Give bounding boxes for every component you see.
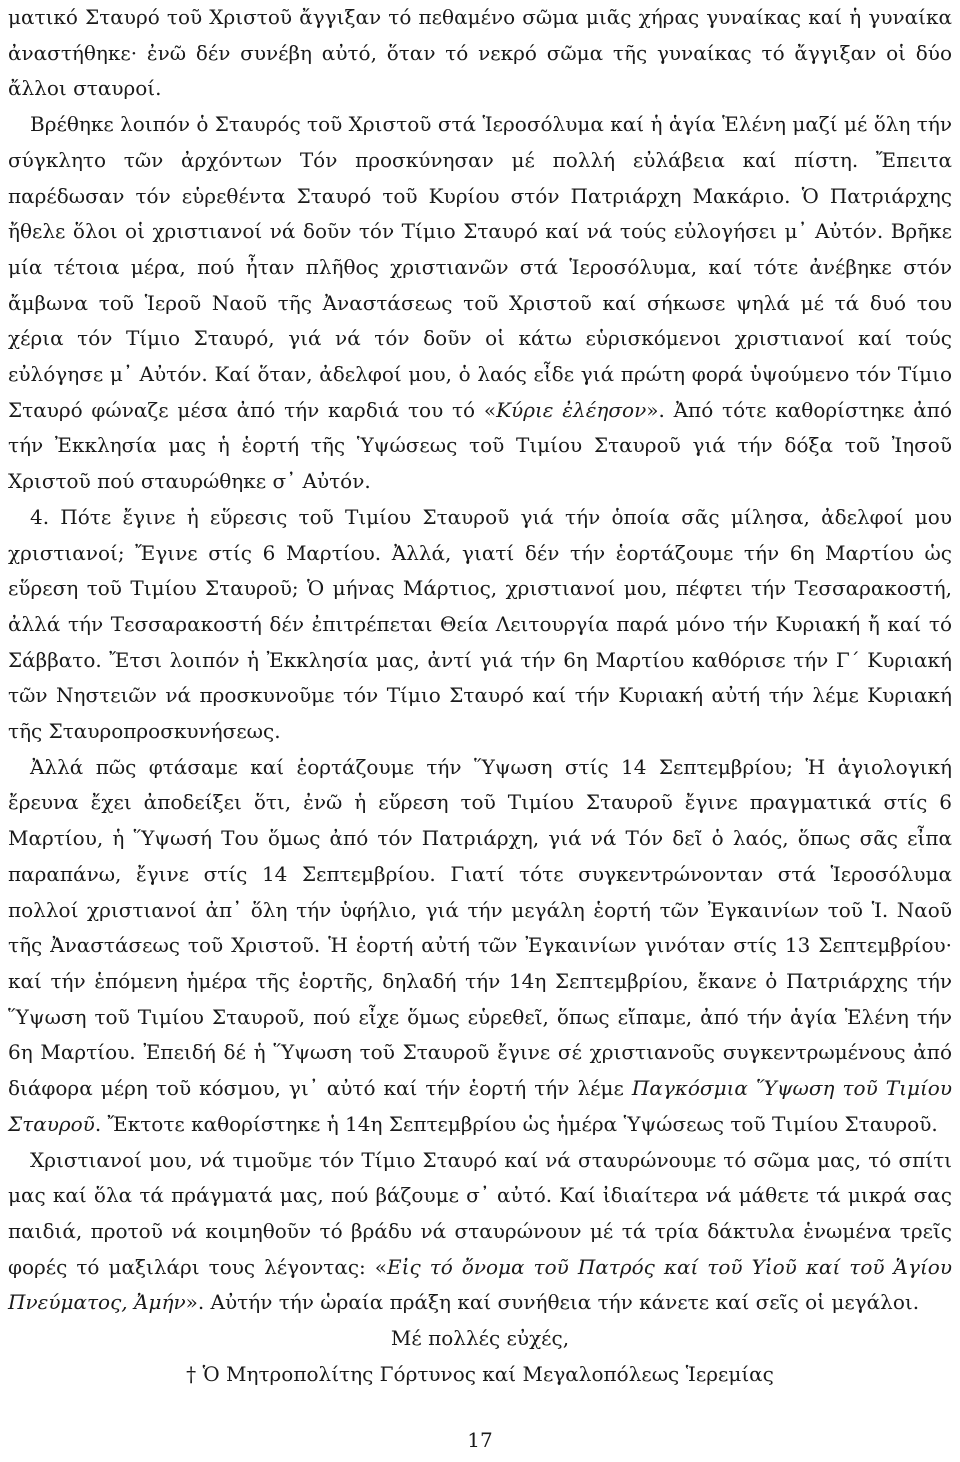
signature: † Ὁ Μητροπολίτης Γόρτυνος καί Μεγαλοπόλεως Ἱερεμίας bbox=[186, 1361, 774, 1386]
text-run: Χριστιανοί μου, νά τιμοῦμε τόν Τίμιο Σταυρό καί νά σταυρώνουμε τό σῶμα μας, τό σπίτι μας καί ὅλα τά πράγματά μας, πού βάζουμε σ᾽ αὐτό. Καί ἰδιαίτερα νά μάθετε τά μικρά σας παιδιά, προτοῦ νά κοιμηθοῦν τό βράδυ νά σταυρώνουν μέ τά τρία δάκτυλα ἑνωμένα τρεῖς φορές τό μαξιλάρι τους λέγοντας: « bbox=[8, 1147, 952, 1279]
text-run: ματικό Σταυρό τοῦ Χριστοῦ ἄγγιξαν τό πεθαμένο σῶμα μιᾶς χήρας γυναίκας καί ἡ γυναίκα ἀναστήθηκε· ἐνῶ δέν συνέβη αὐτό, ὅταν τό νεκρό σῶμα τῆς γυναίκας τό ἄγγιξαν οἱ δύο ἄλλοι σταυροί. bbox=[8, 5, 952, 101]
text-run: . Ἔκτοτε καθορίστηκε ἡ 14η Σεπτεμβρίου ὡς ἡμέρα Ὑψώσεως τοῦ Τιμίου Σταυροῦ. bbox=[94, 1111, 938, 1136]
paragraph-exhortation bbox=[8, 1143, 952, 1322]
text-run: Ἀλλά πῶς φτάσαμε καί ἑορτάζουμε τήν Ὕψωση στίς 14 Σεπτεμβρίου; Ἡ ἁγιολογική ἔρευνα ἔχει ἀποδείξει ὅτι, ἐνῶ ἡ εὕρεση τοῦ Τιμίου Σταυροῦ ἔγινε πραγματικά στίς 6 Μαρτίου, ἡ Ὕψωσή Του ὅμως ἀπό τόν Πατριάρχη, γιά νά Τόν δεῖ ὁ λαός, ὅπως σᾶς εἶπα παραπάνω, ἔγινε στίς 14 Σεπτεμβρίου. Γιατί τότε συγκεντρώνονταν στά Ἱεροσόλυμα πολλοί χριστιανοί ἀπ᾽ ὅλη τήν ὑφήλιο, γιά τήν μεγάλη ἑορτή τῶν Ἐγκαινίων τοῦ Ἱ. Ναοῦ τῆς Ἀναστάσεως τοῦ Χριστοῦ. Ἡ ἑορτή αὐτή τῶν Ἐγκαινίων γινόταν στίς 13 Σεπτεμβρίου· καί τήν ἑπόμενη ἡμέρα τῆς ἑορτῆς, δηλαδή τήν 14η Σεπτεμβρίου, ἔκανε ὁ Πατριάρχης τήν Ὕψωση τοῦ Τιμίου Σταυροῦ, πού εἶχε ὅμως εὑρεθεῖ, ὅπως εἴπαμε, ἀπό τήν ἁγία Ἑλένη τήν 6η Μαρτίου. Ἐπειδή δέ ἡ Ὕψωση τοῦ Σταυροῦ ἔγινε σέ χριστιανοῦς συγκεντρωμένους ἀπό διάφορα μέρη τοῦ κόσμου, γι᾽ αὐτό καί τήν ἑορτή τήν λέμε bbox=[8, 754, 952, 1101]
paragraph-finding-of-cross bbox=[8, 107, 952, 500]
page-number: 17 bbox=[467, 1428, 493, 1452]
text-run: ». Ἀπό τότε καθορίστηκε ἀπό τήν Ἐκκλησία μας ἡ ἑορτή τῆς Ὑψώσεως τοῦ Τιμίου Σταυροῦ γιά τήν δόξα τοῦ Ἰησοῦ Χριστοῦ πού σταυρώθηκε σ᾽ Αὐτόν. bbox=[8, 397, 952, 494]
paragraph-september-feast bbox=[8, 750, 952, 1143]
body-text bbox=[8, 0, 952, 1392]
text-run: 4. Πότε ἔγινε ἡ εὕρεσις τοῦ Τιμίου Σταυροῦ γιά τήν ὁποία σᾶς μίλησα, ἀδελφοί μου χριστιανοί; Ἔγινε στίς 6 Μαρτίου. Ἀλλά, γιατί δέν τήν ἑορτάζουμε τήν 6η Μαρτίου ὡς εὕρεση τοῦ Τιμίου Σταυροῦ; Ὁ μήνας Μάρτιος, χριστιανοί μου, πέφτει τήν Τεσσαρακοστή, ἀλλά τήν Τεσσαρακοστή δέν ἐπιτρέπεται Θεία Λειτουργία παρά μόνο τήν Κυριακή ἤ καί τό Σάββατο. Ἔτσι λοιπόν ἡ Ἐκκλησία μας, ἀντί γιά τήν 6η Μαρτίου καθόρισε τήν Γ΄ Κυριακή τῶν Νηστειῶν νά προσκυνοῦμε τόν Τίμιο Σταυρό καί τήν Κυριακή αὐτή τήν λέμε Κυριακή τῆς Σταυροπροσκυνήσεως. bbox=[8, 504, 952, 744]
paragraph-continued bbox=[8, 0, 952, 107]
closing-greeting: Μέ πολλές εὐχές, bbox=[390, 1326, 570, 1351]
italic-phrase: Κύριε ἐλέησον bbox=[496, 397, 647, 422]
italic-phrase: Παγκόσμια Ὕψωση τοῦ Τιμίου Σταυροῦ bbox=[8, 1076, 952, 1136]
paragraph-date-of-finding bbox=[8, 500, 952, 750]
text-run: ». Αὐτήν τήν ὡραία πράξη καί συνήθεια τήν κάνετε καί σεῖς οἱ μεγάλοι. bbox=[185, 1290, 920, 1315]
text-run: Βρέθηκε λοιπόν ὁ Σταυρός τοῦ Χριστοῦ στά Ἱεροσόλυμα καί ἡ ἁγία Ἑλένη μαζί μέ ὅλη τήν σύγκλητο τῶν ἀρχόντων Τόν προσκύνησαν μέ πολλή εὐλάβεια καί πίστη. Ἔπειτα παρέδωσαν τόν εὑρεθέντα Σταυρό τοῦ Κυρίου στόν Πατριάρχη Μακάριο. Ὁ Πατριάρχης ἤθελε ὅλοι οἱ χριστιανοί νά δοῦν τόν Τίμιο Σταυρό καί νά τούς εὐλογήσει μ᾽ Αὐτόν. Βρῆκε μία τέτοια μέρα, πού ἦταν πλῆθος χριστιανῶν στά Ἱεροσόλυμα, καί τότε ἀνέβηκε στόν ἄμβωνα τοῦ Ἱεροῦ Ναοῦ τῆς Ἀναστάσεως τοῦ Χριστοῦ καί σήκωσε ψηλά μέ τά δυό του χέρια τόν Τίμιο Σταυρό, γιά νά τόν δοῦν οἱ κάτω εὑρισκόμενοι χριστιανοί καί τούς εὐλόγησε μ᾽ Αὐτόν. Καί ὅταν, ἀδελφοί μου, ὁ λαός εἶδε γιά πρώτη φορά ὑψούμενο τόν Τίμιο Σταυρό φώναζε μέσα ἀπό τήν καρδιά του τό « bbox=[8, 112, 952, 422]
italic-phrase: Εἰς τό ὄνομα τοῦ Πατρός καί τοῦ Υἱοῦ καί τοῦ Ἁγίου Πνεύματος, Ἀμήν bbox=[8, 1254, 952, 1315]
